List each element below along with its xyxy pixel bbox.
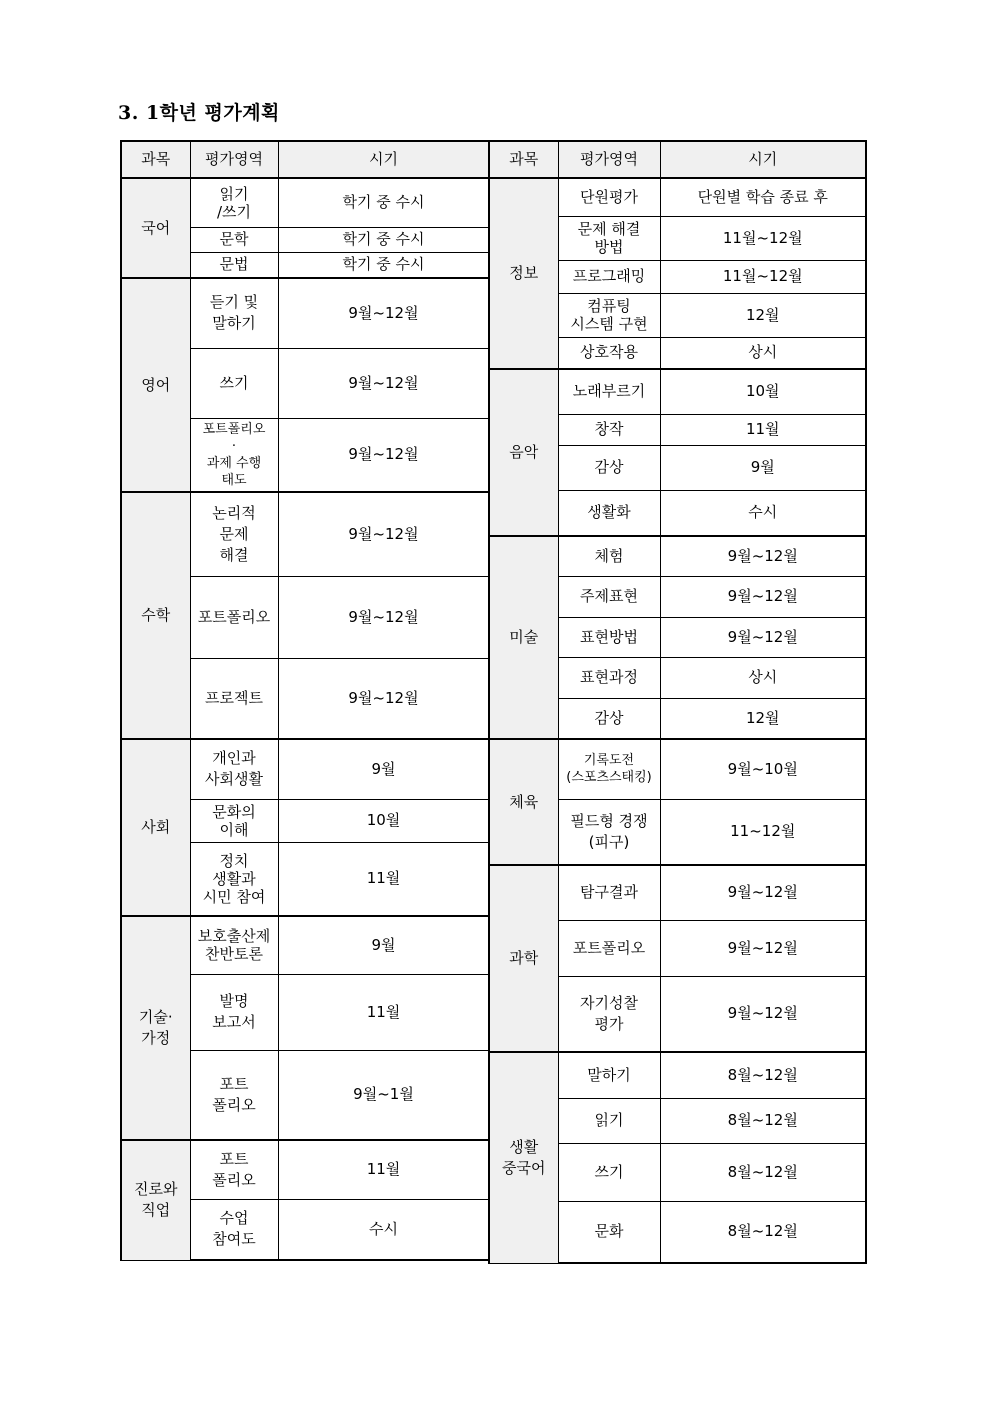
timing-cell: 상시 <box>660 337 866 369</box>
area-cell: 쓰기 <box>558 1143 660 1201</box>
timing-cell: 8월~12월 <box>660 1098 866 1143</box>
table-row <box>121 178 489 227</box>
area-cell: 자기성찰 평가 <box>558 976 660 1052</box>
table-row <box>121 1140 489 1199</box>
area-cell: 문법 <box>190 252 278 278</box>
timing-cell: 수시 <box>660 490 866 536</box>
area-cell: 필드형 경쟁 (피구) <box>558 799 660 865</box>
area-cell: 상호작용 <box>558 337 660 369</box>
table-row <box>489 865 866 920</box>
timing-cell: 9월 <box>278 739 489 799</box>
area-cell: 포트폴리오 · 과제 수행 태도 <box>190 418 278 492</box>
timing-cell: 11월~12월 <box>660 260 866 293</box>
header-subject: 과목 <box>489 141 558 178</box>
timing-cell: 12월 <box>660 293 866 337</box>
area-cell: 말하기 <box>558 1052 660 1098</box>
timing-cell: 상시 <box>660 657 866 698</box>
timing-cell: 11월 <box>278 842 489 916</box>
subject-cell: 수학 <box>121 492 190 739</box>
table-row <box>121 492 489 576</box>
area-cell: 포트 폴리오 <box>190 1050 278 1140</box>
timing-cell: 11월 <box>278 1140 489 1199</box>
timing-cell: 9월~12월 <box>660 920 866 976</box>
area-cell: 창작 <box>558 414 660 445</box>
timing-cell: 9월~12월 <box>278 492 489 576</box>
timing-cell: 10월 <box>660 369 866 414</box>
timing-cell: 9월~12월 <box>660 576 866 617</box>
area-cell: 듣기 및 말하기 <box>190 278 278 348</box>
area-cell: 생활화 <box>558 490 660 536</box>
timing-cell: 9월~12월 <box>660 536 866 576</box>
subject-cell: 과학 <box>489 865 558 1052</box>
subject-cell: 정보 <box>489 178 558 369</box>
table-row <box>489 369 866 414</box>
area-cell: 읽기 /쓰기 <box>190 178 278 227</box>
table-header-row <box>489 141 866 178</box>
header-subject: 과목 <box>121 141 190 178</box>
subject-cell: 기술· 가정 <box>121 916 190 1140</box>
area-cell: 노래부르기 <box>558 369 660 414</box>
timing-cell: 9월~12월 <box>660 865 866 920</box>
timing-cell: 9월~12월 <box>278 658 489 739</box>
header-timing: 시기 <box>278 141 489 178</box>
timing-cell: 11월 <box>660 414 866 445</box>
subject-cell: 영어 <box>121 278 190 492</box>
area-cell: 문화의 이해 <box>190 799 278 842</box>
timing-cell: 학기 중 수시 <box>278 252 489 278</box>
subject-cell: 생활 중국어 <box>489 1052 558 1263</box>
timing-cell: 9월~12월 <box>278 278 489 348</box>
area-cell: 컴퓨팅 시스템 구현 <box>558 293 660 337</box>
subject-cell: 국어 <box>121 178 190 278</box>
area-cell: 프로그래밍 <box>558 260 660 293</box>
timing-cell: 단원별 학습 종료 후 <box>660 178 866 216</box>
evaluation-plan-table-left <box>120 140 490 1261</box>
table-row <box>121 916 489 974</box>
area-cell: 읽기 <box>558 1098 660 1143</box>
timing-cell: 9월~12월 <box>278 418 489 492</box>
timing-cell: 수시 <box>278 1199 489 1260</box>
table-row <box>489 536 866 576</box>
table-row <box>489 739 866 799</box>
area-cell: 포트폴리오 <box>190 576 278 658</box>
timing-cell: 학기 중 수시 <box>278 227 489 252</box>
area-cell: 개인과 사회생활 <box>190 739 278 799</box>
evaluation-plan-table-right <box>488 140 867 1264</box>
header-timing: 시기 <box>660 141 866 178</box>
timing-cell: 9월 <box>278 916 489 974</box>
area-cell: 체험 <box>558 536 660 576</box>
area-cell: 표현과정 <box>558 657 660 698</box>
area-cell: 정치 생활과 시민 참여 <box>190 842 278 916</box>
subject-cell: 사회 <box>121 739 190 916</box>
area-cell: 단원평가 <box>558 178 660 216</box>
area-cell: 발명 보고서 <box>190 974 278 1050</box>
area-cell: 표현방법 <box>558 617 660 657</box>
area-cell: 보호출산제 찬반토론 <box>190 916 278 974</box>
subject-cell: 미술 <box>489 536 558 739</box>
section-title: 3. 1학년 평가계획 <box>118 102 280 124</box>
subject-cell: 음악 <box>489 369 558 536</box>
header-area: 평가영역 <box>190 141 278 178</box>
timing-cell: 9월~12월 <box>660 617 866 657</box>
table-row <box>121 278 489 348</box>
table-row <box>489 1052 866 1098</box>
area-cell: 포트 폴리오 <box>190 1140 278 1199</box>
area-cell: 쓰기 <box>190 348 278 418</box>
area-cell: 논리적 문제 해결 <box>190 492 278 576</box>
timing-cell: 9월~12월 <box>278 348 489 418</box>
area-cell: 문제 해결 방법 <box>558 216 660 260</box>
area-cell: 프로젝트 <box>190 658 278 739</box>
timing-cell: 11월 <box>278 974 489 1050</box>
timing-cell: 8월~12월 <box>660 1052 866 1098</box>
area-cell: 감상 <box>558 698 660 739</box>
timing-cell: 11~12월 <box>660 799 866 865</box>
area-cell: 기록도전 (스포츠스태킹) <box>558 739 660 799</box>
timing-cell: 9월 <box>660 445 866 490</box>
table-row <box>489 178 866 216</box>
timing-cell: 11월~12월 <box>660 216 866 260</box>
area-cell: 감상 <box>558 445 660 490</box>
timing-cell: 9월~12월 <box>660 976 866 1052</box>
timing-cell: 9월~12월 <box>278 576 489 658</box>
subject-cell: 진로와 직업 <box>121 1140 190 1260</box>
area-cell: 문학 <box>190 227 278 252</box>
area-cell: 탐구결과 <box>558 865 660 920</box>
header-area: 평가영역 <box>558 141 660 178</box>
timing-cell: 8월~12월 <box>660 1201 866 1263</box>
timing-cell: 학기 중 수시 <box>278 178 489 227</box>
timing-cell: 10월 <box>278 799 489 842</box>
timing-cell: 8월~12월 <box>660 1143 866 1201</box>
timing-cell: 12월 <box>660 698 866 739</box>
timing-cell: 9월~1월 <box>278 1050 489 1140</box>
table-row <box>121 739 489 799</box>
area-cell: 문화 <box>558 1201 660 1263</box>
area-cell: 수업 참여도 <box>190 1199 278 1260</box>
table-header-row <box>121 141 489 178</box>
area-cell: 포트폴리오 <box>558 920 660 976</box>
subject-cell: 체육 <box>489 739 558 865</box>
timing-cell: 9월~10월 <box>660 739 866 799</box>
area-cell: 주제표현 <box>558 576 660 617</box>
